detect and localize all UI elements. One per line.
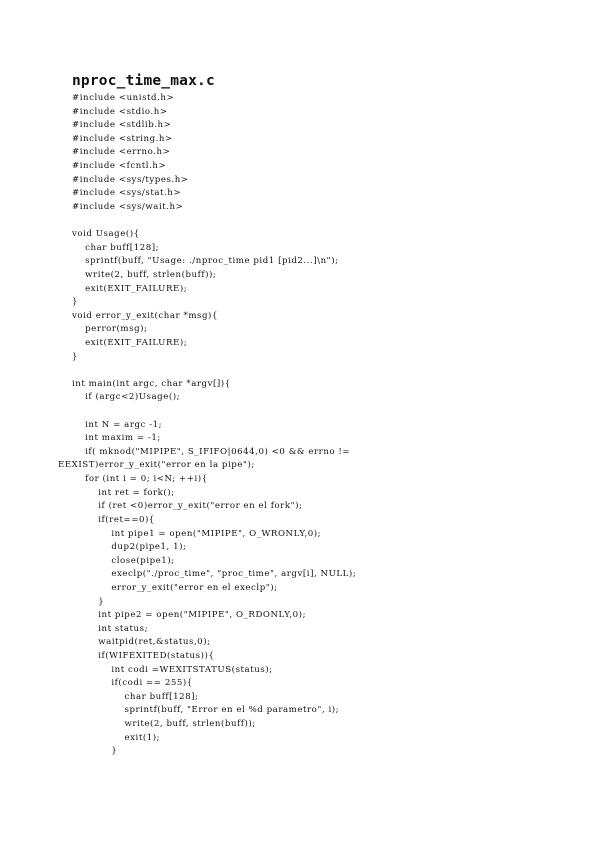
code-line: if( mknod("MIPIPE", S_IFIFO|0644,0) <0 && errno != (72, 446, 351, 457)
code-line: int ret = fork(); (72, 487, 175, 498)
code-line: execlp("./proc_time", "proc_time", argv[i], NULL); (72, 569, 357, 580)
code-line: exit(EXIT_FAILURE); (72, 337, 188, 348)
code-line: } (72, 351, 79, 362)
code-line: waitpid(ret,&status,0); (72, 637, 211, 648)
code-line: #include <sys/stat.h> (72, 188, 182, 199)
code-line: exit(EXIT_FAILURE); (72, 283, 188, 294)
code-line: EEXIST)error_y_exit("error en la pipe"); (58, 460, 255, 471)
code-line: exit(1); (72, 732, 161, 743)
code-line: if (ret <0)error_y_exit("error en el fork"); (72, 501, 303, 512)
code-line: if(codi == 255){ (72, 678, 193, 689)
code-line: char buff[128]; (72, 691, 199, 702)
code-line: void error_y_exit(char *msg){ (72, 310, 218, 321)
code-line (72, 405, 532, 419)
code-line: dup2(pipe1, 1); (72, 542, 187, 553)
code-line: if(ret==0){ (72, 514, 155, 525)
code-line: int pipe1 = open("MIPIPE", O_WRONLY,0); (72, 528, 322, 539)
code-line: if(WIFEXITED(status)){ (72, 650, 215, 661)
code-line (72, 364, 532, 378)
code-line: if (argc<2)Usage(); (72, 392, 181, 403)
code-line: } (72, 596, 105, 607)
code-line: int maxim = -1; (72, 433, 161, 444)
code-line: #include <sys/wait.h> (72, 201, 184, 212)
code-line: void Usage(){ (72, 229, 140, 240)
code-line: } (72, 297, 79, 308)
code-line: int main(int argc, char *argv[]){ (72, 378, 231, 389)
code-line (72, 214, 532, 228)
code-line: int codi =WEXITSTATUS(status); (72, 664, 273, 675)
code-line: write(2, buff, strlen(buff)); (72, 719, 256, 730)
code-line: int status; (72, 623, 149, 634)
code-line: #include <sys/types.h> (72, 174, 189, 185)
code-line: char buff[128]; (72, 242, 160, 253)
code-line: int pipe2 = open("MIPIPE", O_RDONLY,0); (72, 610, 307, 621)
code-line: int N = argc -1; (72, 419, 163, 430)
code-listing (58, 92, 532, 759)
code-line: } (72, 746, 118, 757)
code-line: for (int i = 0; i<N; ++i){ (72, 474, 208, 485)
code-line: #include <stdlib.h> (72, 120, 172, 131)
code-line: error_y_exit("error en el execlp"); (72, 582, 278, 593)
code-line: write(2, buff, strlen(buff)); (72, 269, 217, 280)
code-line: #include <fcntl.h> (72, 161, 167, 172)
code-line: close(pipe1); (72, 555, 175, 566)
document-title: nproc_time_max.c (72, 73, 215, 89)
code-line: sprintf(buff, "Usage: ./nproc_time pid1 [pid2...]\n"); (72, 256, 339, 267)
code-line: perror(msg); (72, 324, 148, 335)
code-line: #include <errno.h> (72, 147, 171, 158)
code-line: #include <unistd.h> (72, 93, 175, 103)
code-line: #include <stdio.h> (72, 106, 168, 117)
code-line: sprintf(buff, "Error en el %d parametro", i); (72, 705, 340, 716)
code-line: #include <string.h> (72, 133, 173, 144)
